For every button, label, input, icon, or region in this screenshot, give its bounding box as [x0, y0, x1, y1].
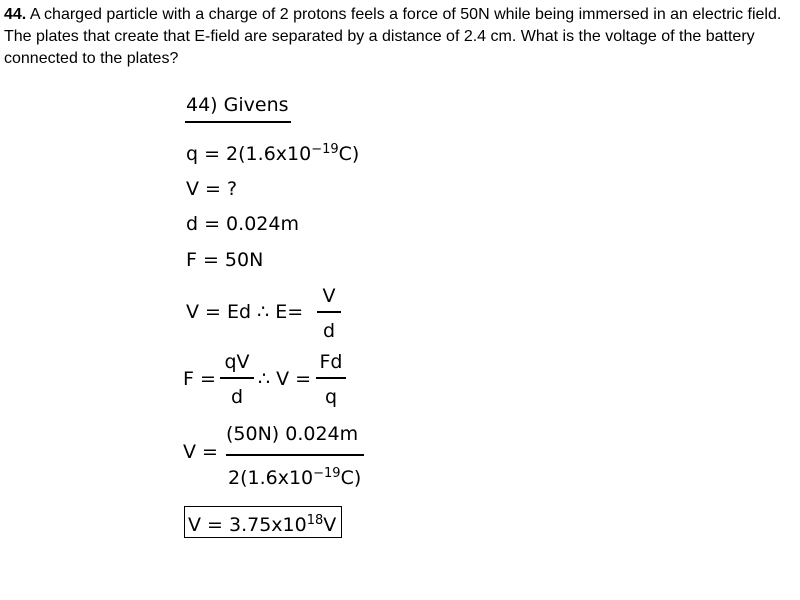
equation-1-denominator: d: [322, 320, 336, 342]
equation-3-numerator: (50N) 0.024m: [226, 423, 359, 445]
given-voltage: V = ?: [186, 178, 238, 200]
equation-2-denominator-2: q: [324, 386, 338, 408]
heading-underline: [185, 121, 291, 123]
given-force: F = 50N: [186, 249, 264, 271]
equation-3-fraction-bar: [226, 454, 364, 456]
final-answer: $V = 3.75x10^{18}V$: [188, 513, 337, 536]
equation-1-left: V = Ed ∴ E=: [186, 301, 304, 323]
equation-3-denominator: $2(1.6x10^{-19}C)$: [228, 466, 362, 489]
equation-2-fraction-bar: [220, 377, 254, 379]
solution-heading: 44) Givens: [186, 94, 289, 116]
equation-2-left: F =: [183, 368, 216, 390]
equation-3-left: V =: [183, 441, 218, 463]
equation-2-numerator: qV: [224, 351, 250, 373]
given-distance: d = 0.024m: [186, 213, 299, 235]
problem-text: A charged particle with a charge of 2 protons feels a force of 50N while being immersed in an electric field. The plates that create that E-field are separated by a distance of 2.4 cm. What is the voltage of the battery connected to the plates?: [4, 6, 782, 67]
given-charge: $q = 2(1.6x10^{-19}C)$: [186, 142, 360, 165]
equation-2-denominator: d: [230, 386, 244, 408]
equation-1-fraction-bar: [317, 311, 341, 313]
problem-number: 44.: [4, 6, 27, 23]
equation-2-numerator-2: Fd: [319, 351, 343, 373]
problem-statement: [4, 4, 794, 70]
equation-2-fraction-bar-2: [316, 377, 346, 379]
equation-1-numerator: V: [322, 285, 336, 307]
equation-2-middle: ∴ V =: [258, 368, 312, 390]
